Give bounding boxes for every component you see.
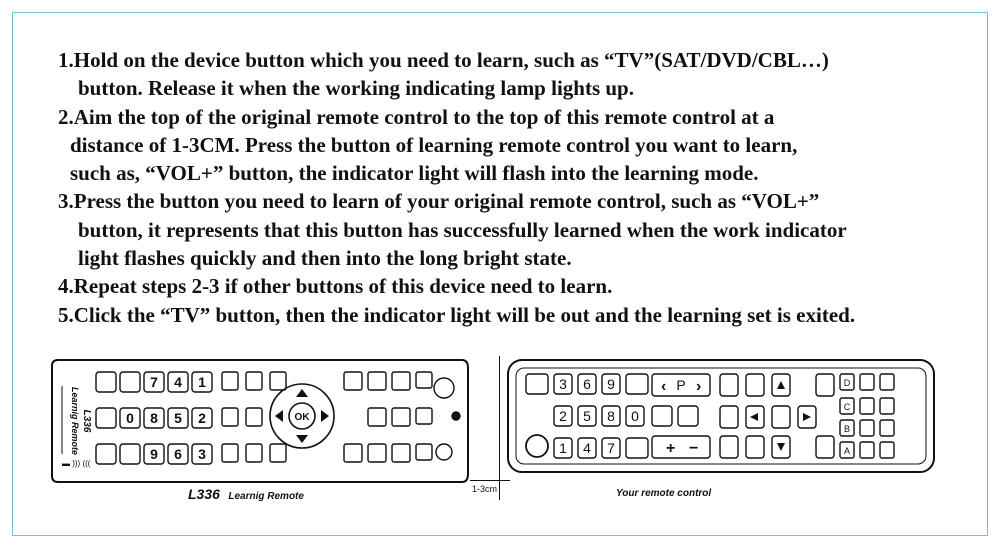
step-3 — [58, 187, 968, 272]
l336-indicator-lamp — [452, 412, 460, 420]
distance-marker-line — [499, 356, 500, 500]
original-caption: Your remote control — [616, 488, 712, 499]
original-nav-label: P — [676, 377, 686, 393]
step-2-line-1: 2.Aim the top of the original remote control to the top of this remote control at a — [58, 104, 775, 129]
original-color-label: D — [843, 378, 851, 388]
step-2 — [58, 103, 968, 188]
step-1-line-2: button. Release it when the working indicating lamp lights up. — [78, 76, 634, 101]
original-digit: 0 — [631, 408, 639, 424]
l336-digit: 7 — [150, 374, 158, 390]
l336-caption — [188, 486, 304, 504]
l336-digit: 2 — [198, 410, 206, 426]
l336-signal-icon: ▬ ))) ((( — [62, 459, 91, 468]
original-digit: 7 — [607, 440, 615, 456]
l336-digit: 8 — [150, 410, 158, 426]
step-2-line-3: such as, “VOL+” button, the indicator light will flash into the learning mode. — [70, 161, 759, 186]
l336-dpad — [270, 384, 334, 448]
l336-digit: 4 — [174, 374, 182, 390]
distance-label: 1-3cm — [472, 484, 498, 494]
original-digit: 5 — [583, 408, 591, 424]
original-color-label: C — [843, 402, 851, 412]
l336-remote-illustration — [44, 356, 472, 486]
original-remote-illustration — [506, 358, 938, 476]
step-4 — [58, 272, 968, 300]
l336-digit: 9 — [150, 446, 158, 462]
l336-digit: 0 — [126, 410, 134, 426]
l336-caption-model: L336 — [188, 486, 220, 502]
step-4-line-1: 4.Repeat steps 2-3 if other buttons of this device need to learn. — [58, 274, 613, 299]
original-left-icon: ‹ — [661, 378, 667, 395]
l336-caption-text: Learnig Remote — [228, 491, 304, 502]
original-digit: 9 — [607, 376, 615, 392]
step-3-line-1: 3.Press the button you need to learn of your original remote control, such as “VOL+” — [58, 189, 820, 214]
original-plus-icon: + — [666, 440, 676, 457]
step-5-line-1: 5.Click the “TV” button, then the indicator light will be out and the learning set is exited. — [58, 302, 856, 327]
l336-ok-label: OK — [294, 412, 310, 423]
original-minus-icon: − — [689, 440, 699, 457]
original-digit: 6 — [583, 376, 591, 392]
original-digit: 4 — [583, 440, 591, 456]
step-5 — [58, 301, 968, 329]
learning-instructions — [58, 46, 968, 329]
step-2-line-2: distance of 1-3CM. Press the button of learning remote control you want to learn, — [70, 132, 798, 157]
step-3-line-2: button, it represents that this button has successfully learned when the work indicator — [78, 217, 847, 242]
l336-side-model: L336 — [81, 409, 92, 433]
original-color-label: B — [843, 424, 851, 434]
step-3-line-3: light flashes quickly and then into the long bright state. — [78, 246, 572, 271]
original-right-icon: › — [696, 378, 702, 395]
original-color-label: A — [843, 446, 851, 456]
original-digit: 8 — [607, 408, 615, 424]
l336-digit: 3 — [198, 446, 206, 462]
original-digit: 3 — [559, 376, 567, 392]
l336-digit: 5 — [174, 410, 182, 426]
original-digit: 2 — [559, 408, 567, 424]
step-1 — [58, 46, 968, 103]
l336-side-text: Learnig Remote — [70, 386, 80, 456]
l336-digit: 1 — [198, 374, 206, 390]
step-1-line-1: 1.Hold on the device button which you need to learn, such as “TV”(SAT/DVD/CBL…) — [58, 48, 829, 72]
distance-marker-tick — [470, 480, 510, 481]
l336-digit: 6 — [174, 446, 182, 462]
original-digit: 1 — [559, 440, 567, 456]
